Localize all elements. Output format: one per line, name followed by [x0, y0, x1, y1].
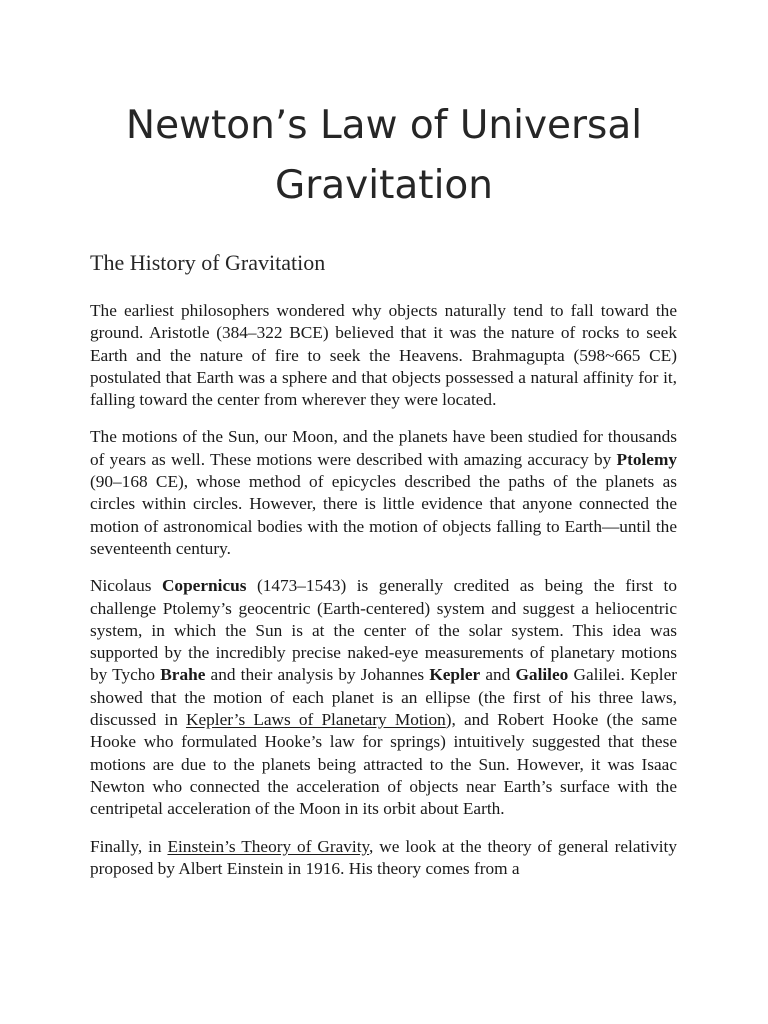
term-brahe: Brahe [160, 665, 206, 685]
paragraph-4 [90, 836, 677, 881]
link-einstein-theory[interactable]: Einstein’s Theory of Gravity [167, 836, 370, 856]
term-galileo: Galileo [515, 665, 569, 685]
paragraph-text: , we look at the theory of general relativity proposed by Albert Einstein in 1916. His theory comes from a [90, 836, 677, 878]
term-ptolemy: Ptolemy [616, 449, 677, 469]
paragraph-text: The earliest philosophers wondered why objects naturally tend to fall toward the ground. Aristotle (384–322 BCE) believed that it was the nature of rocks to seek Earth and the nature of fire to seek the Heavens. Brahmagupta (598~665 CE) postulated that Earth was a sphere and that objects possessed a natural affinity for it, falling toward the center from wherever they were located. [90, 301, 677, 410]
paragraph-text: (90–168 CE), whose method of epicycles described the paths of the planets as circles within circles. However, there is little evidence that anyone connected the motion of astronomical bodies with the motion of objects falling to Earth—until the seventeenth century. [90, 472, 677, 558]
paragraph-text: Galilei. Kepler showed that the motion of each planet is an ellipse (the first of his three laws, discussed in [90, 665, 677, 730]
paragraph-text: The motions of the Sun, our Moon, and the planets have been studied for thousands of years as well. These motions were described with amazing accuracy by [90, 427, 677, 469]
paragraph-text: and their analysis by Johannes [205, 665, 430, 685]
paragraph-3 [90, 575, 677, 820]
paragraph-text: ), and Robert Hooke (the same Hooke who formulated Hooke’s law for springs) intuitively suggested that these motions are due to the planets being attracted to the Sun. However, it was Isaac Newton who connected the acceleration of objects near Earth’s surface with the centripetal acceleration of the Moon in its orbit about Earth. [90, 710, 677, 819]
term-kepler: Kepler [429, 665, 481, 685]
paragraph-text: and [480, 665, 516, 685]
document-title: Newton’s Law of Universal Gravitation [125, 103, 643, 208]
link-keplers-laws[interactable]: Kepler’s Laws of Planetary Motion [185, 710, 446, 730]
term-copernicus: Copernicus [161, 576, 247, 596]
document-body [90, 300, 677, 895]
paragraph-2 [90, 426, 677, 560]
paragraph-text: Nicolaus [90, 576, 162, 596]
paragraph-text: Finally, in [90, 836, 168, 856]
paragraph-1 [90, 300, 677, 411]
section-heading: The History of Gravitation [90, 250, 326, 275]
paragraph-text: (1473–1543) is generally credited as being the first to challenge Ptolemy’s geocentric (Earth-centered) system and suggest a heliocentric system, in which the Sun is at the center of the solar system. This idea was supported by the incredibly precise naked-eye measurements of planetary motions by Tycho [90, 576, 678, 685]
